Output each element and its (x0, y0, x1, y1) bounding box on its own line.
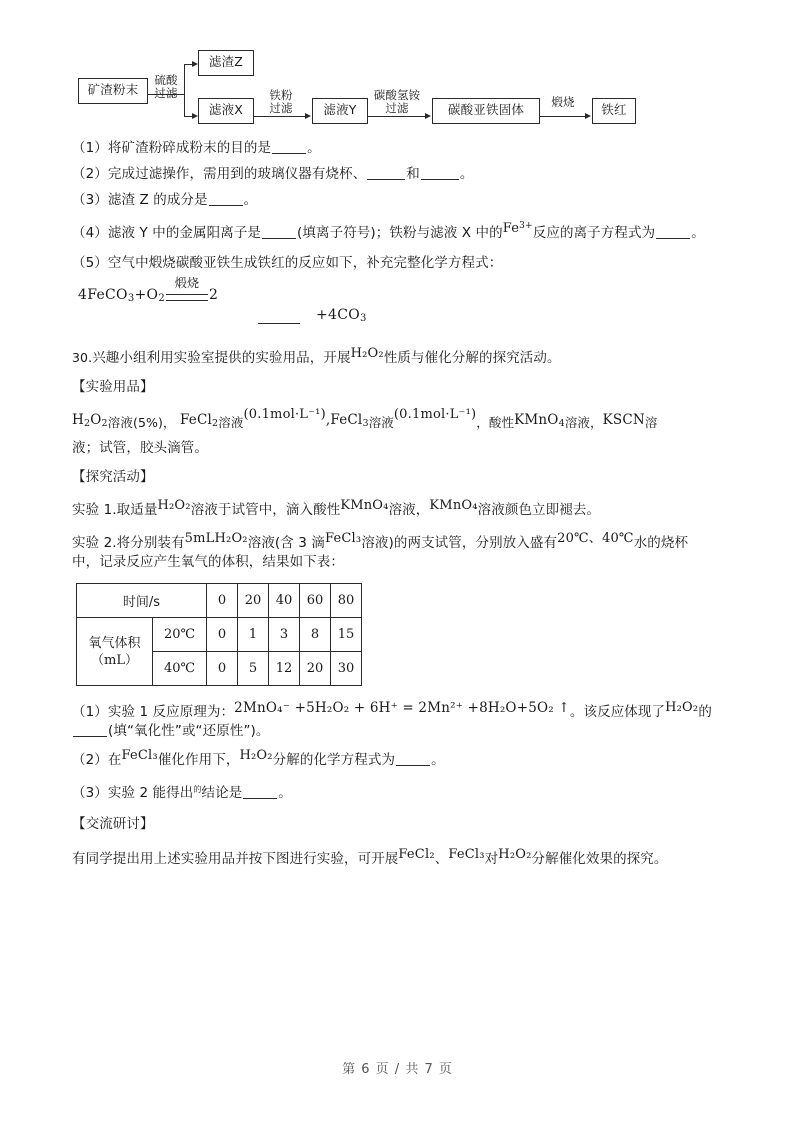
table-cell-value: 1 (238, 618, 269, 652)
flow-arrow-to-residue (192, 61, 198, 67)
q30-item2-chem-h2o2: H₂O₂ (239, 748, 273, 763)
q30-item2-after: 分解的化学方程式为 (272, 752, 396, 768)
flow-label-iron-powder (256, 89, 306, 114)
process-flowchart (72, 44, 722, 130)
discussion-suffix: 分解催化效果的探究。 (531, 851, 668, 867)
flow-edge-solid-to-red (540, 116, 586, 117)
discussion-chem-h2o2: H₂O₂ (498, 847, 532, 862)
table-cell-value: 30 (331, 652, 362, 686)
flow-node-ore: 矿渣粉末 (78, 78, 148, 104)
flow-node-iron-red: 铁红 (592, 98, 636, 124)
supply-kscn: KSCN (602, 412, 645, 428)
exp2-prefix: 实验 2.将分别装有 (72, 535, 185, 551)
q30-item3-artifact: 的 (193, 785, 202, 794)
q29-item3-suffix: 。 (243, 192, 258, 208)
q30-item2-mid: 催化作用下， (157, 752, 240, 768)
supply-fecl2: FeCl$_2$ (179, 412, 219, 429)
q29-equation (78, 276, 219, 304)
q30-item1-mid: 。该反应体现了 (569, 704, 666, 720)
table-header-volume (77, 618, 153, 686)
flow-edge-y-to-solid (368, 116, 426, 117)
eq-double-bar (166, 294, 208, 301)
q30-item3-prefix: （3）实验 2 能得出 (72, 785, 194, 801)
supply-conc-1: (0.1mol·L⁻¹) (243, 407, 326, 422)
answer-blank[interactable] (367, 167, 405, 180)
table-cell-value: 20 (300, 652, 331, 686)
exp1-chem-kmno4: KMnO₄ (340, 498, 389, 513)
answer-blank[interactable] (421, 167, 459, 180)
page-footer: 第 6 页 / 共 7 页 (342, 1062, 453, 1077)
q30-item2-prefix: （2）在 (72, 752, 122, 768)
flow-label-calcination (540, 96, 586, 109)
supply-comma-2: ， (476, 415, 489, 430)
flow-label-ab-line1: 碳酸氢铵 (373, 88, 421, 102)
table-row-time (77, 584, 362, 618)
q29-item1-suffix: 。 (307, 140, 321, 156)
q30-stem-before: 兴趣小组利用实验室提供的实验用品，开展 (92, 350, 351, 366)
q30-discussion-title: 【交流研讨】 (72, 816, 154, 832)
exp2-mid1: 溶液(含 3 滴 (247, 535, 325, 551)
oxygen-volume-table (76, 583, 362, 686)
flow-label-acid-line2: 过滤 (154, 85, 178, 100)
exp1-chem-h2o2: H₂O₂ (157, 498, 191, 513)
q29-item3-text: （3）滤渣 Z 的成分是 (72, 192, 208, 208)
supply-fecl2-label: 溶液 (218, 415, 244, 430)
answer-blank[interactable] (262, 226, 296, 239)
table-cell-time: 80 (331, 584, 362, 618)
q30-discussion-text (72, 847, 722, 868)
exp1-mid2: 溶液， (388, 502, 430, 518)
q30-item1-prefix: （1）实验 1 反应原理为： (72, 704, 235, 720)
exp2-temperatures: 20℃、40℃ (557, 531, 634, 546)
flow-arrow-to-filtrate-x (192, 113, 198, 119)
q29-equation-block (72, 276, 722, 339)
discussion-prefix: 有同学提出用上述实验用品并按下图进行实验，可开展 (72, 851, 399, 867)
flow-label-iron-line1: 铁粉 (269, 88, 293, 102)
q30-item-2 (72, 748, 722, 769)
q30-item3-mid: 结论是 (201, 785, 243, 801)
supply-h2o2: $H_2O_2$ (72, 412, 108, 429)
q30-supplies-line2: 液；试管，胶头滴管。 (72, 440, 208, 456)
q29-item4-suffix: 。 (691, 225, 705, 241)
supply-kmno4: KMnO$_4$ (514, 412, 565, 429)
table-cell-temp: 40℃ (153, 652, 207, 686)
table-cell-time: 0 (207, 584, 238, 618)
q30-item2-suffix: 。 (431, 752, 445, 768)
supply-fecl3: FeCl$_3$ (330, 412, 369, 429)
q30-item1-chem: H₂O₂ (665, 700, 699, 715)
table-cell-temp: 20℃ (153, 618, 207, 652)
supply-fecl3-label: 溶液 (368, 415, 394, 430)
flow-edge-x-to-y (254, 116, 306, 117)
eq-plus-sub: 2 (158, 293, 165, 304)
table-cell-value: 0 (207, 652, 238, 686)
table-cell-value: 8 (300, 618, 331, 652)
answer-blank[interactable] (656, 226, 690, 239)
supply-kmno4-label: 溶液， (564, 415, 603, 430)
q30-item-1 (72, 700, 722, 721)
table-cell-value: 5 (238, 652, 269, 686)
flow-node-filtrate-x: 滤液X (198, 98, 254, 124)
q29-item5-text: （5）空气中煅烧碳酸亚铁生成铁红的反应如下，补充完整化学方程式： (72, 255, 503, 271)
q30-inquiry-title: 【探究活动】 (72, 469, 154, 485)
q29-item4-text: （4）滤液 Y 中的金属阳离子是 (72, 225, 262, 241)
eq-plus: +O (134, 287, 159, 303)
exp1-chem-kmno4-2: KMnO₄ (429, 498, 478, 513)
eq-condition (166, 276, 208, 301)
flow-label-ab-line2: 过滤 (385, 100, 409, 115)
q29-item4-ion: $Fe^{3+}$ (502, 221, 533, 236)
exp2-mid2: 溶液)的两支试管，分别放入盛有 (361, 535, 558, 551)
q29-item2-text: （2）完成过滤操作，需用到的玻璃仪器有烧杯、 (72, 166, 367, 182)
q30-stem (72, 346, 722, 367)
supply-acidic: 酸性 (488, 415, 515, 430)
flow-label-ammonium-bicarbonate (364, 89, 430, 114)
exp2-mid3: 水的烧杯 (633, 535, 689, 551)
volume-label-line2: （mL） (91, 652, 138, 668)
q30-item-3 (72, 781, 722, 802)
answer-blank[interactable] (243, 786, 277, 799)
q29-item-3 (72, 192, 722, 209)
flow-node-filtrate-y: 滤液Y (312, 98, 368, 124)
q29-item4-middle: (填离子符号)；铁粉与滤液 X 中的 (297, 225, 503, 241)
table-cell-time: 60 (300, 584, 331, 618)
eq-coefficient: 2 (209, 287, 219, 303)
table-cell-value: 12 (269, 652, 300, 686)
q30-supplies-title: 【实验用品】 (72, 379, 154, 395)
q30-experiment-1 (72, 498, 722, 519)
eq-tail: +4CO (316, 307, 361, 323)
supply-h2o2-label: 溶液(5%)， (107, 415, 176, 430)
exp1-mid1: 溶液于试管中，滴入酸性 (190, 502, 341, 518)
q29-item-1 (72, 140, 722, 157)
q29-item-5 (72, 255, 722, 272)
q29-item1-text: （1）将矿渣粉碎成粉末的目的是 (72, 140, 272, 156)
table-cell-time: 40 (269, 584, 300, 618)
q29-item2-middle: 和 (406, 166, 420, 182)
exp2-chem-fecl3: FeCl₃ (324, 531, 362, 546)
table-cell-value: 15 (331, 618, 362, 652)
table-cell-value: 0 (207, 618, 238, 652)
q30-stem-chem: H₂O₂ (350, 346, 384, 361)
q30-experiment-2-line2: 中，记录反应产生氧气的体积，结果如下表： (72, 554, 344, 570)
q29-item-2 (72, 166, 722, 183)
q30-item-1-line2 (72, 723, 722, 740)
supply-comma-1: , (325, 412, 331, 428)
table-cell-time: 20 (238, 584, 269, 618)
flow-label-calc-line1: 煅烧 (551, 95, 575, 109)
oxygen-volume-table-wrap (76, 583, 722, 686)
exp1-suffix: 溶液颜色立即褪去。 (477, 502, 601, 518)
answer-blank[interactable] (396, 753, 430, 766)
q29-item2-suffix: 。 (459, 166, 474, 182)
answer-blank[interactable] (272, 141, 306, 154)
supply-kscn-label: 溶 (644, 415, 658, 430)
flow-label-acid-line1: 硫酸 (154, 73, 178, 87)
flow-label-iron-line2: 过滤 (269, 100, 293, 115)
table-header-time: 时间/s (77, 584, 207, 618)
flow-arrow-solid-to-red (585, 113, 591, 119)
discussion-chem-fecl3: FeCl₃ (448, 847, 485, 862)
q29-equation-tail (316, 307, 367, 324)
answer-blank[interactable] (73, 724, 107, 737)
flow-node-ferrous-carbonate: 碳酸亚铁固体 (432, 98, 540, 124)
q30-experiment-2 (72, 531, 722, 552)
eq-condition-label: 煅烧 (174, 276, 200, 290)
table-cell-value: 3 (269, 618, 300, 652)
exp2-chem-volume: 5mLH₂O₂ (184, 531, 248, 546)
q30-item1-line2-text: (填“氧化性”或“还原性”)。 (108, 723, 270, 739)
eq-tail-sub: 3 (360, 313, 367, 324)
eq-left: 4FeCO (78, 287, 128, 303)
q29-item-4 (72, 223, 722, 242)
discussion-sep: 、 (434, 851, 449, 867)
q30-stem-after: 性质与催化分解的探究活动。 (383, 350, 561, 366)
answer-blank[interactable] (209, 193, 243, 206)
discussion-mid: 对 (484, 851, 499, 867)
q29-item4-after: 反应的离子方程式为 (532, 225, 656, 241)
answer-blank[interactable] (258, 323, 300, 324)
q30-supplies-line1 (72, 407, 722, 434)
q30-number: 30. (72, 350, 93, 365)
exp1-prefix: 实验 1.取适量 (72, 502, 158, 518)
page-content (72, 44, 722, 877)
table-row (77, 618, 362, 652)
flow-node-residue-z: 滤渣Z (198, 50, 254, 76)
discussion-chem-fecl2: FeCl₂ (398, 847, 435, 862)
q30-item3-suffix: 。 (278, 785, 292, 801)
q30-item1-after: 的 (698, 704, 712, 720)
flow-label-acid-filter (146, 74, 186, 99)
eq-left-sub: 3 (127, 293, 135, 304)
supply-conc-2: (0.1mol·L⁻¹) (393, 407, 477, 422)
volume-label-line1: 氧气体积 (88, 635, 141, 651)
q30-item2-chem-fecl3: FeCl₃ (121, 748, 158, 763)
q30-item1-equation: 2MnO₄⁻ +5H₂O₂ + 6H⁺ = 2Mn²⁺ +8H₂O+5O₂ ↑ (234, 700, 570, 716)
